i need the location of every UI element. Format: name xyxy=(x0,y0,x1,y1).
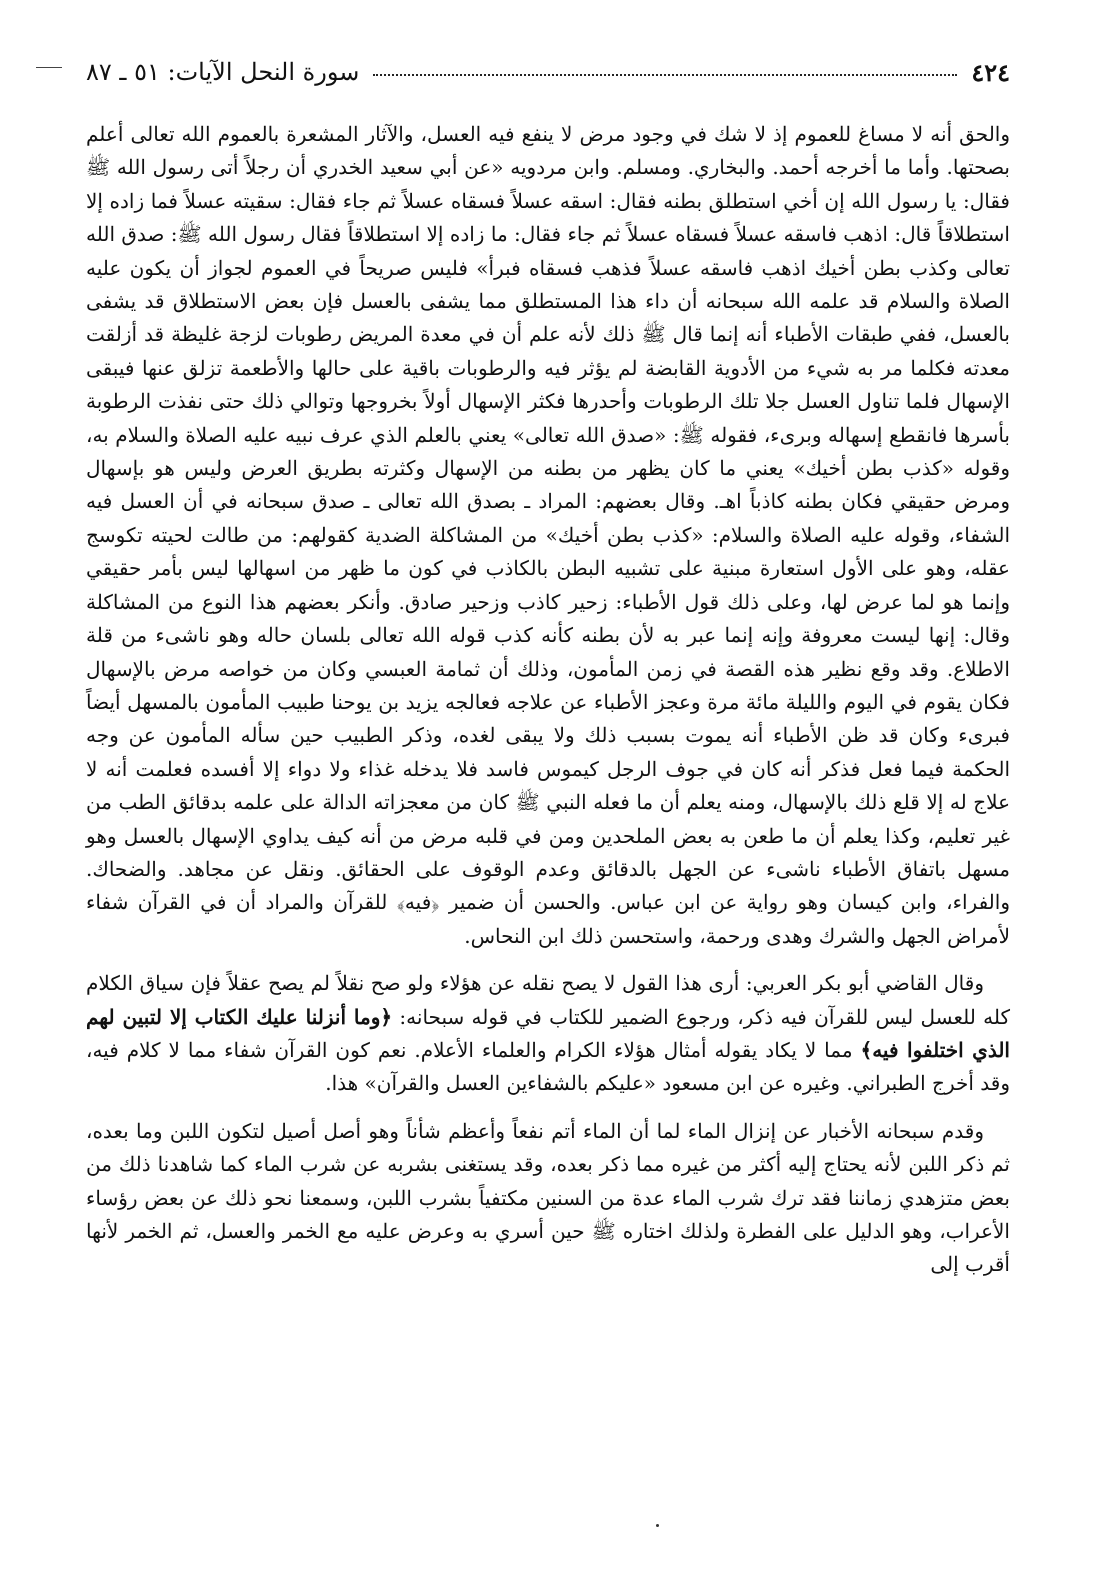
page-number: ٤٢٤ xyxy=(971,57,1010,87)
quran-verse: ﴿وما أنزلنا عليك الكتاب إلا لتبين لهم الذي اختلفوا فيه﴾ xyxy=(86,1004,1010,1062)
dotted-leader xyxy=(373,74,957,76)
page-speck xyxy=(656,1524,659,1527)
page-header xyxy=(86,52,1010,92)
margin-mark xyxy=(36,67,62,68)
paragraph-1: والحق أنه لا مساغ للعموم إذ لا شك في وجود مرض لا ينفع فيه العسل، والآثار المشعرة بالعموم الله تعالى أعلم بصحتها. وأما ما أخرجه أحمد. والبخاري. ومسلم. وابن مردويه «عن أبي سعيد الخدري أن رجلاً أتى رسول الله ﷺ فقال: يا رسول الله إن أخي استطلق بطنه فقال: اسقه عسلاً فسقاه عسلاً ثم جاء فقال: سقيته عسلاً فما زاده إلا استطلاقاً قال: اذهب فاسقه عسلاً فسقاه عسلاً ثم جاء فقال: ما زاده إلا استطلاقاً فقال رسول الله ﷺ: صدق الله تعالى وكذب بطن أخيك اذهب فاسقه عسلاً فذهب فسقاه فبرأ» فليس صريحاً في العموم لجواز أن يكون عليه الصلاة والسلام قد علمه الله سبحانه أن داء هذا المستطلق مما يشفى بالعسل فإن بعض الاستطلاق قد يشفى بالعسل، ففي طبقات الأطباء أنه إنما قال ﷺ ذلك لأنه علم أن في معدة المريض رطوبات لزجة غليظة قد أزلقت معدته فكلما مر به شيء من الأدوية القابضة لم يؤثر فيه والرطوبات باقية على حالها والأطعمة تزلق عنها فيبقى الإسهال فلما تناول العسل جلا تلك الرطوبات وأحدرها فكثر الإسهال أولاً بخروجها وتوالي ذلك حتى نفذت الرطوبة بأسرها فانقطع إسهاله وبرىء، فقوله ﷺ: «صدق الله تعالى» يعني بالعلم الذي عرف نبيه عليه الصلاة والسلام به، وقوله «كذب بطن أخيك» يعني ما كان يظهر من بطنه من الإسهال وكثرته بطريق العرض وليس هو بإسهال ومرض حقيقي فكان بطنه كاذباً اهـ. وقال بعضهم: المراد ـ بصدق الله تعالى ـ صدق سبحانه في أن العسل فيه الشفاء، وقوله عليه الصلاة والسلام: «كذب بطن أخيك» من المشاكلة الضدية كقولهم: من طالت لحيته تكوسج عقله، وهو على الأول استعارة مبنية على تشبيه البطن بالكاذب في كون ما ظهر من اسهالها ليس بأمر حقيقي وإنما هو لما عرض لها، وعلى ذلك قول الأطباء: زحير كاذب وزحير صادق. وأنكر بعضهم هذا النوع من المشاكلة وقال: إنها ليست معروفة وإنه إنما عبر به لأن بطنه كأنه كذب قوله الله تعالى بلسان حاله وهو ناشىء من قلة الاطلاع. وقد وقع نظير هذه القصة في زمن المأمون، وذلك أن ثمامة العبسي وكان من خواصه مرض بالإسهال فكان يقوم في اليوم والليلة مائة مرة وعجز الأطباء عن علاجه فعالجه يزيد بن يوحنا طبيب المأمون بالمسهل أيضاً فبرىء وكان قد ظن الأطباء أنه يموت بسبب ذلك ولا يبقى لغده، وذكر الطبيب حين سأله المأمون عن وجه الحكمة فيما فعل فذكر أنه كان في جوف الرجل كيموس فاسد فلا يدخله غذاء ولا دواء إلا أفسده فعلمت أنه لا علاج له إلا قلع ذلك بالإسهال، ومنه يعلم أن ما فعله النبي ﷺ كان من معجزاته الدالة على علمه بدقائق الطب من غير تعليم، وكذا يعلم أن ما طعن به بعض الملحدين ومن في قلبه مرض من أنه كيف يداوي الإسهال بالعسل وهو مسهل باتفاق الأطباء ناشىء عن الجهل بالدقائق وعدم الوقوف على الحقائق. ونقل عن مجاهد. والضحاك. والفراء، وابن كيسان وهو رواية عن ابن عباس. والحسن أن ضمير ﴿فيه﴾ للقرآن والمراد أن في القرآن شفاء لأمراض الجهل والشرك وهدى ورحمة، واستحسن ذلك ابن النحاس. xyxy=(86,122,1011,948)
paragraph-2-text-before: وقال القاضي أبو بكر العربي: أرى هذا القول لا يصح نقله عن هؤلاء ولو صح نقلاً لم يصح عقلاً فإن سياق الكلام كله للعسل ليس للقرآن فيه ذكر، ورجوع الضمير للكتاب في قوله سبحانه: xyxy=(86,971,1010,1029)
paragraph-2-text-after: مما لا يكاد يقوله أمثال هؤلاء الكرام والعلماء الأعلام. نعم كون القرآن شفاء مما لا كلام فيه، وقد أخرج الطبراني. وغيره عن ابن مسعود «عليكم بالشفاءين العسل والقرآن» هذا. xyxy=(86,1037,1010,1096)
running-title: سورة النحل الآيات: ٥١ ـ ٨٧ xyxy=(86,58,360,86)
paragraph-2 xyxy=(86,967,1010,1101)
page-body xyxy=(86,118,1010,1282)
paragraph-3: وقدم سبحانه الأخبار عن إنزال الماء لما أن الماء أتم نفعاً وأعظم شأناً وهو أصل أصيل لتكون اللبن وما بعده، ثم ذكر اللبن لأنه يحتاج إليه أكثر من غيره مما ذكر بعده، وقد يستغنى بشربه عن شرب الماء كما شاهدنا ذلك من بعض متزهدي زماننا فقد ترك شرب الماء عدة من السنين مكتفياً بشرب اللبن، وسمعنا نحو ذلك عن بعض رؤساء الأعراب، وهو الدليل على الفطرة ولذلك اختاره ﷺ حين أسري به وعرض عليه مع الخمر والعسل، ثم الخمر لأنها أقرب إلى xyxy=(86,1118,1010,1277)
